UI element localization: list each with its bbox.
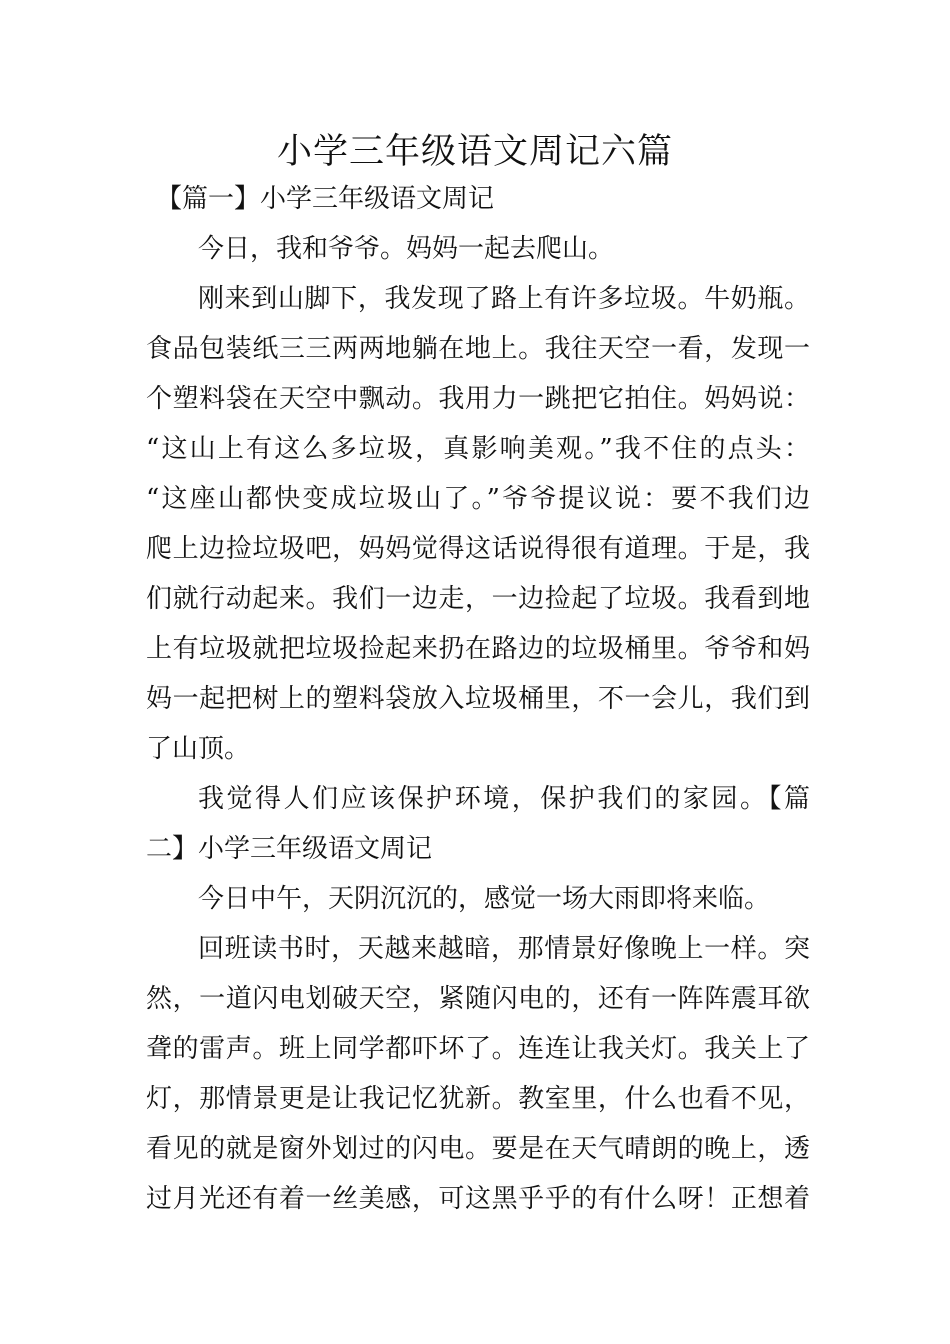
- paragraph-line: 食品包装纸三三两两地躺在地上。我往天空一看，发现一: [146, 334, 810, 364]
- paragraph-line: 们就行动起来。我们一边走，一边捡起了垃圾。我看到地: [146, 584, 810, 614]
- paragraph-line: 过月光还有着一丝美感，可这黑乎乎的有什么呀！正想着: [146, 1184, 810, 1214]
- paragraph-line: 然，一道闪电划破天空，紧随闪电的，还有一阵阵震耳欲: [146, 984, 810, 1014]
- section-heading-1: 【篇一】小学三年级语文周记: [156, 184, 495, 214]
- paragraph-line: 爬上边捡垃圾吧，妈妈觉得这话说得很有道理。于是，我: [146, 534, 810, 564]
- paragraph-line: 聋的雷声。班上同学都吓坏了。连连让我关灯。我关上了: [146, 1034, 810, 1064]
- paragraph-line: “这座山都快变成垃圾山了。”爷爷提议说：要不我们边: [146, 484, 810, 514]
- document-body: [146, 174, 810, 1224]
- paragraph-line: 了山顶。: [146, 734, 251, 764]
- paragraph-line: 上有垃圾就把垃圾捡起来扔在路边的垃圾桶里。爷爷和妈: [146, 634, 810, 664]
- paragraph-line: 个塑料袋在天空中飘动。我用力一跳把它拍住。妈妈说：: [146, 384, 810, 414]
- paragraph-line: “这山上有这么多垃圾，真影响美观。”我不住的点头：: [146, 434, 810, 464]
- paragraph-line: 今日中午，天阴沉沉的，感觉一场大雨即将来临。: [198, 884, 771, 914]
- paragraph-line: 回班读书时，天越来越暗，那情景好像晚上一样。突: [198, 934, 810, 964]
- paragraph-line: 灯，那情景更是让我记忆犹新。教室里，什么也看不见，: [146, 1084, 810, 1114]
- paragraph-line: 我觉得人们应该保护环境，保护我们的家园。【篇: [198, 784, 810, 814]
- paragraph-line: 今日，我和爷爷。妈妈一起去爬山。: [198, 234, 615, 264]
- paragraph-line: 刚来到山脚下，我发现了路上有许多垃圾。牛奶瓶。: [198, 284, 810, 314]
- document-title: 小学三年级语文周记六篇: [276, 132, 673, 172]
- paragraph-line: 妈一起把树上的塑料袋放入垃圾桶里，不一会儿，我们到: [146, 684, 810, 714]
- paragraph-line: 看见的就是窗外划过的闪电。要是在天气晴朗的晚上，透: [146, 1134, 810, 1164]
- section-heading-2: 二】小学三年级语文周记: [146, 834, 433, 864]
